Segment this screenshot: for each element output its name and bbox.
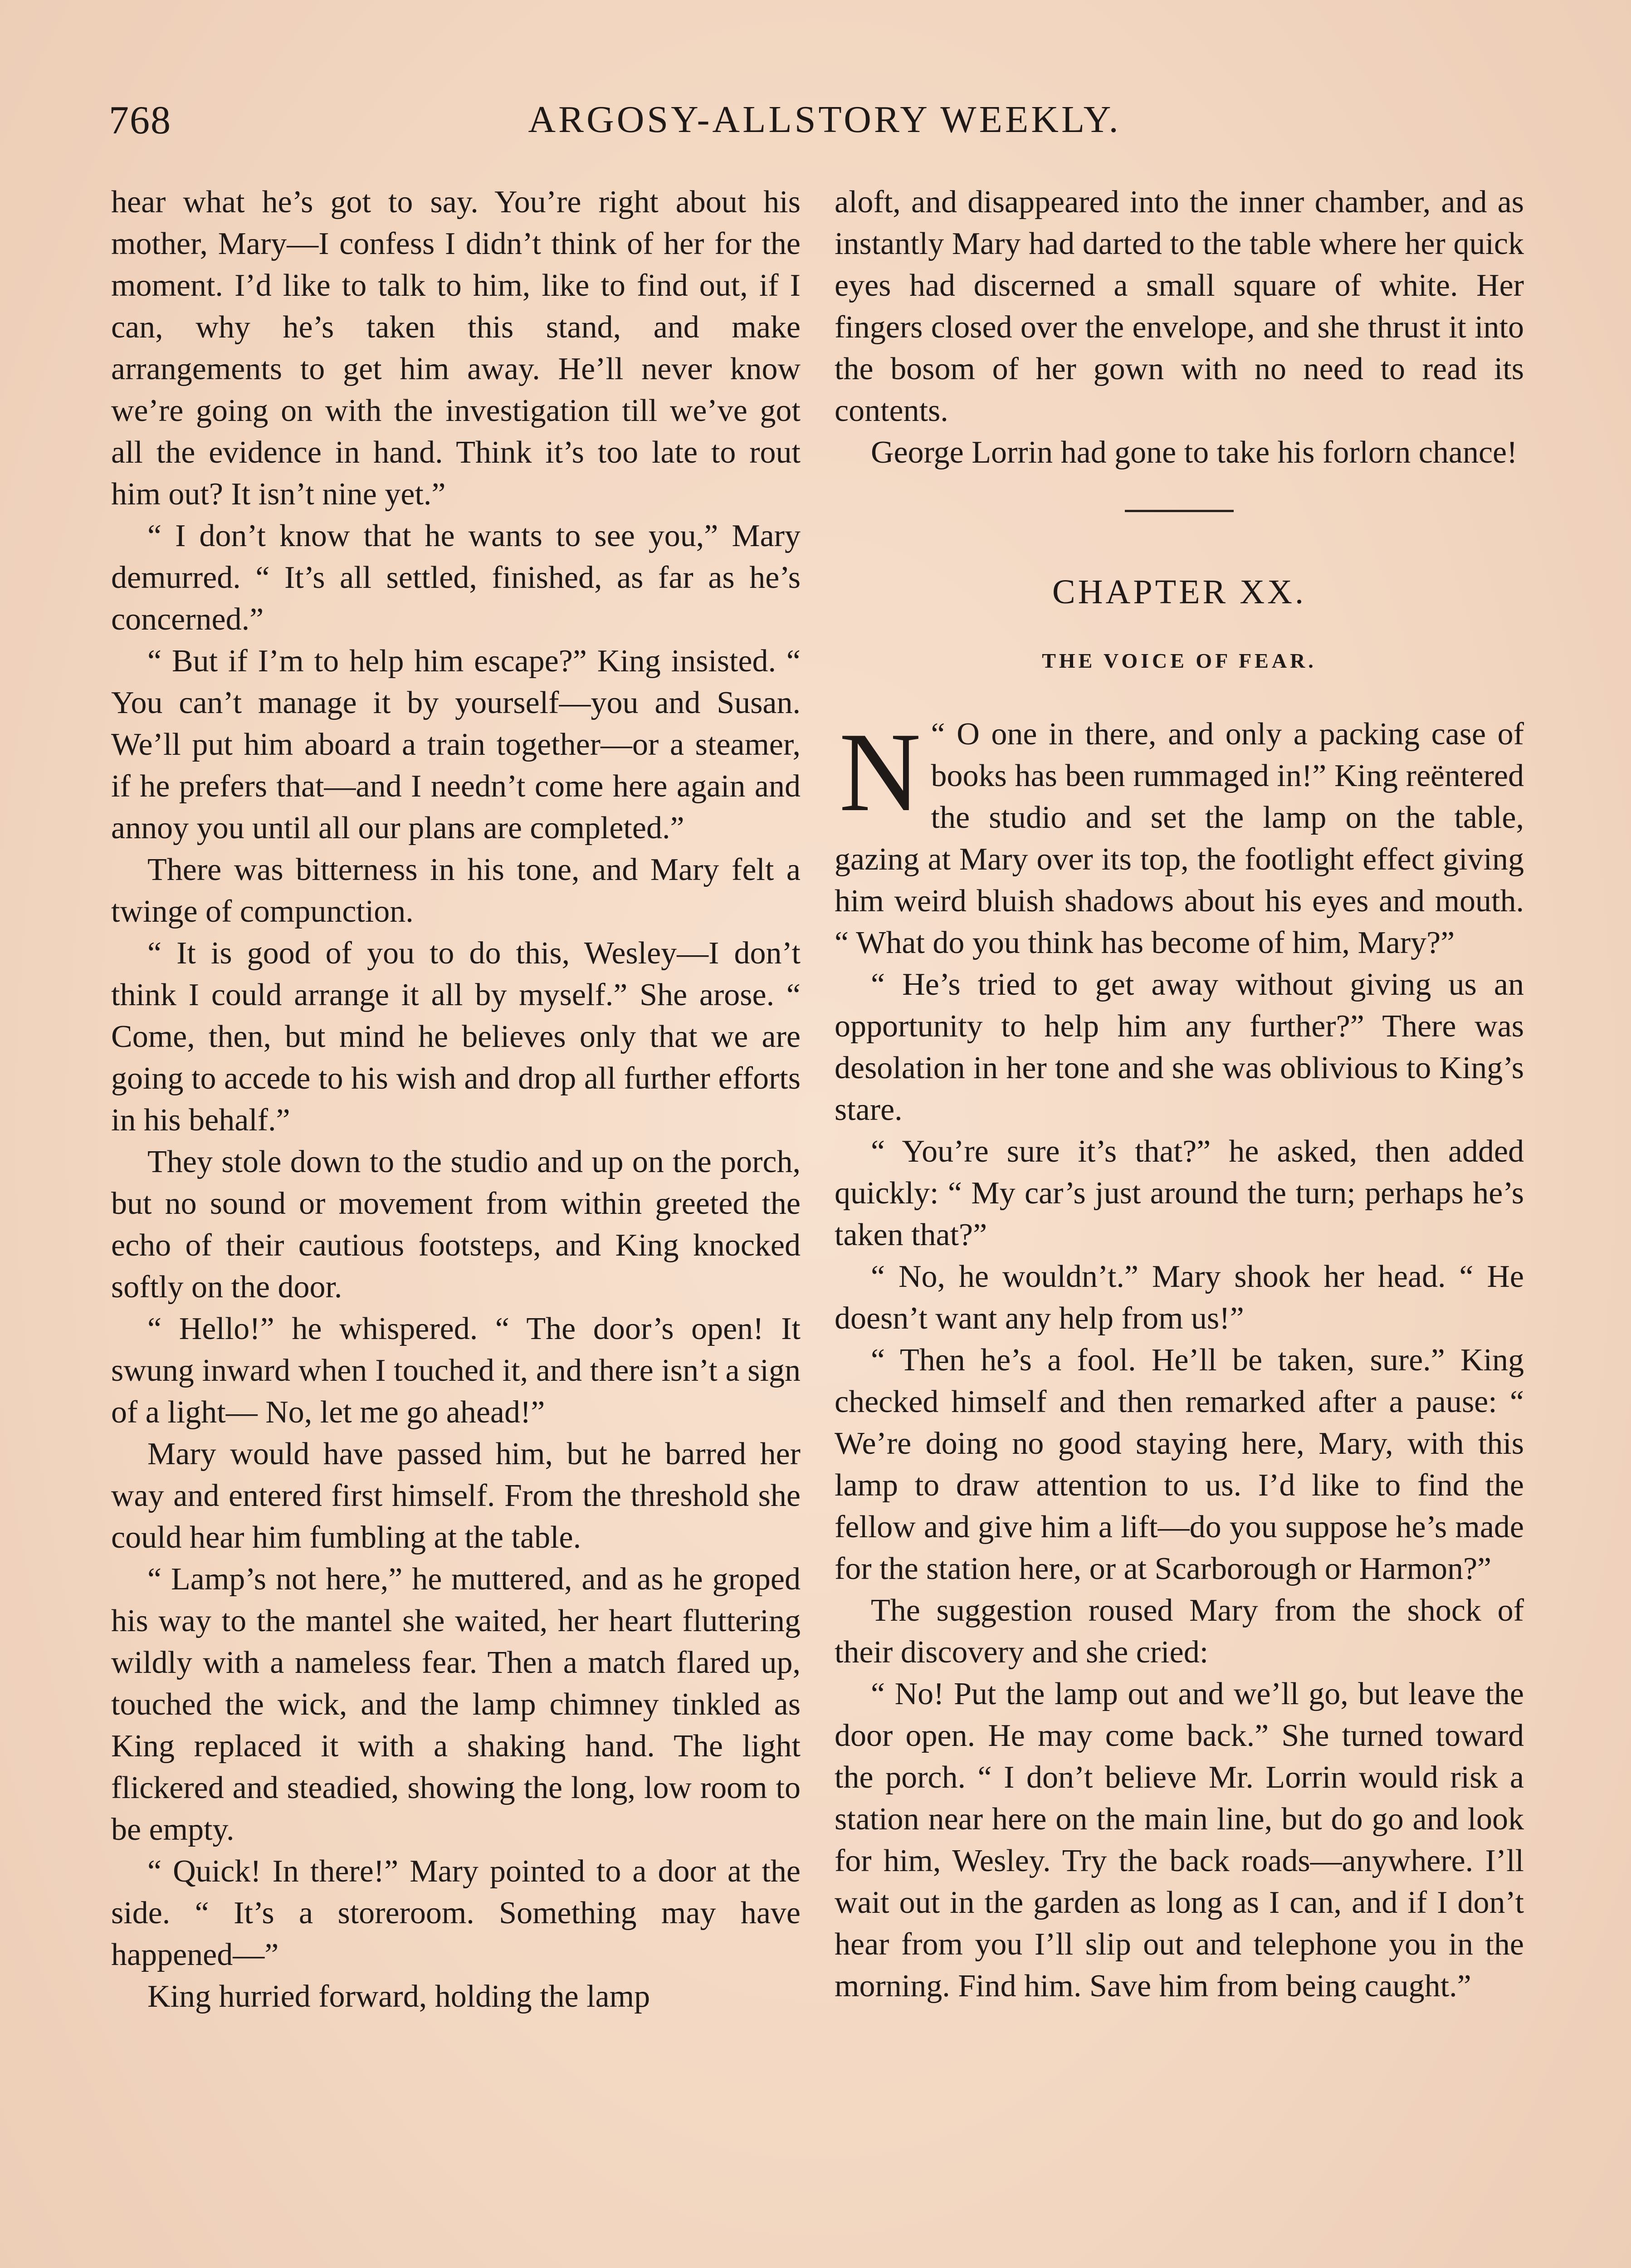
paragraph: “ Quick! In there!” Mary pointed to a door at the side. “ It’s a storeroom. Something may have happened—” xyxy=(111,1854,801,1972)
paragraph: The suggestion roused Mary from the shock of their discovery and she cried: xyxy=(835,1593,1524,1670)
drop-cap: N xyxy=(839,709,921,835)
paragraph: “ Then he’s a fool. He’ll be taken, sure.” King checked himself and then remarked after a pause: “ We’re doing no good staying here, Mary, with this lamp to draw attention to us. I’d like to find the fellow and give him a lift—do you suppose he’s made for the station here, or at Scarborough or Harmon?” xyxy=(835,1343,1524,1586)
paragraph: King hurried forward, holding the lamp xyxy=(147,1979,650,2014)
right-column xyxy=(835,181,1524,2007)
paragraph: “ He’s tried to get away without giving us an opportunity to help him any further?” There was desolation in her tone and she was oblivious to King’s stare. xyxy=(835,967,1524,1127)
paragraph: “ No, he wouldn’t.” Mary shook her head. “ He doesn’t want any help from us!” xyxy=(835,1259,1524,1336)
paragraph: George Lorrin had gone to take his forlorn chance! xyxy=(871,435,1518,470)
paragraph: “ You’re sure it’s that?” he asked, then added quickly: “ My car’s just around the turn; perhaps he’s taken that?” xyxy=(835,1134,1524,1252)
opening-paragraph: “ O one in there, and only a packing case of books has been rummaged in!” King reëntered the studio and set the lamp on the table, gazing at Mary over its top, the footlight effect giving him weird bluish shadows about his eyes and mouth. “ What do you think has become of him, Mary?” xyxy=(835,717,1524,960)
page-header xyxy=(109,98,1540,152)
paragraph: hear what he’s got to say. You’re right about his mother, Mary—I confess I didn’t think of her for the moment. I’d like to talk to him, like to find out, if I can, why he’s taken this stand, and make arrangements to get him away. He’ll never know we’re going on with the investigation till we’ve got all the evidence in hand. Think it’s too late to rout him out? It isn’t nine yet.” xyxy=(111,185,801,512)
paragraph: “ But if I’m to help him escape?” King insisted. “ You can’t manage it by yourself—you and Susan. We’ll put him aboard a train together—or a steamer, if he prefers that—and I needn’t come here again and annoy you until all our plans are completed.” xyxy=(111,644,801,846)
paragraph: “ Hello!” he whispered. “ The door’s open! It swung inward when I touched it, and there isn’t a sign of a light— No, let me go ahead!” xyxy=(111,1311,801,1430)
section-divider xyxy=(1125,510,1234,512)
paragraph: There was bitterness in his tone, and Mary felt a twinge of compunction. xyxy=(111,852,801,929)
paragraph: “ No! Put the lamp out and we’ll go, but leave the door open. He may come back.” She turned toward the porch. “ I don’t believe Mr. Lorrin would risk a station near here on the main line, but do go and look for him, Wesley. Try the back roads—anywhere. I’ll wait out in the garden as long as I can, and if I don’t hear from you I’ll slip out and telephone you in the morning. Find him. Save him from being caught.” xyxy=(835,1677,1524,2004)
paragraph: “ I don’t know that he wants to see you,” Mary demurred. “ It’s all settled, finished, as far as he’s concerned.” xyxy=(111,518,801,637)
right-column-bottom xyxy=(835,964,1524,2007)
left-column xyxy=(111,181,801,2018)
paragraph: “ Lamp’s not here,” he muttered, and as he groped his way to the mantel she waited, her heart fluttering wildly with a nameless fear. Then a match flared up, touched the wick, and the lamp chimney tinkled as King replaced it with a shaking hand. The light flickered and steadied, showing the long, low room to be empty. xyxy=(111,1562,801,1847)
running-head: ARGOSY-ALLSTORY WEEKLY. xyxy=(528,98,1121,141)
paragraph: Mary would have passed him, but he barred her way and entered first himself. From the threshold she could hear him fumbling at the table. xyxy=(111,1437,801,1555)
paragraph: They stole down to the studio and up on the porch, but no sound or movement from within greeted the echo of their cautious footsteps, and King knocked softly on the door. xyxy=(111,1144,801,1305)
page-number: 768 xyxy=(109,98,171,142)
paragraph: “ It is good of you to do this, Wesley—I don’t think I could arrange it all by myself.” She arose. “ Come, then, but mind he believes only that we are going to accede to his wish and drop all further efforts in his behalf.” xyxy=(111,936,801,1138)
right-column-top xyxy=(835,181,1524,474)
chapter-title: CHAPTER XX. xyxy=(1052,573,1307,611)
chapter-opening xyxy=(835,709,1524,964)
paragraph: aloft, and disappeared into the inner chamber, and as instantly Mary had darted to the table where her quick eyes had discerned a small square of white. Her fingers closed over the envelope, and she thrust it into the bosom of her gown with no need to read its contents. xyxy=(835,185,1524,428)
chapter-subtitle: THE VOICE OF FEAR. xyxy=(1042,649,1317,672)
